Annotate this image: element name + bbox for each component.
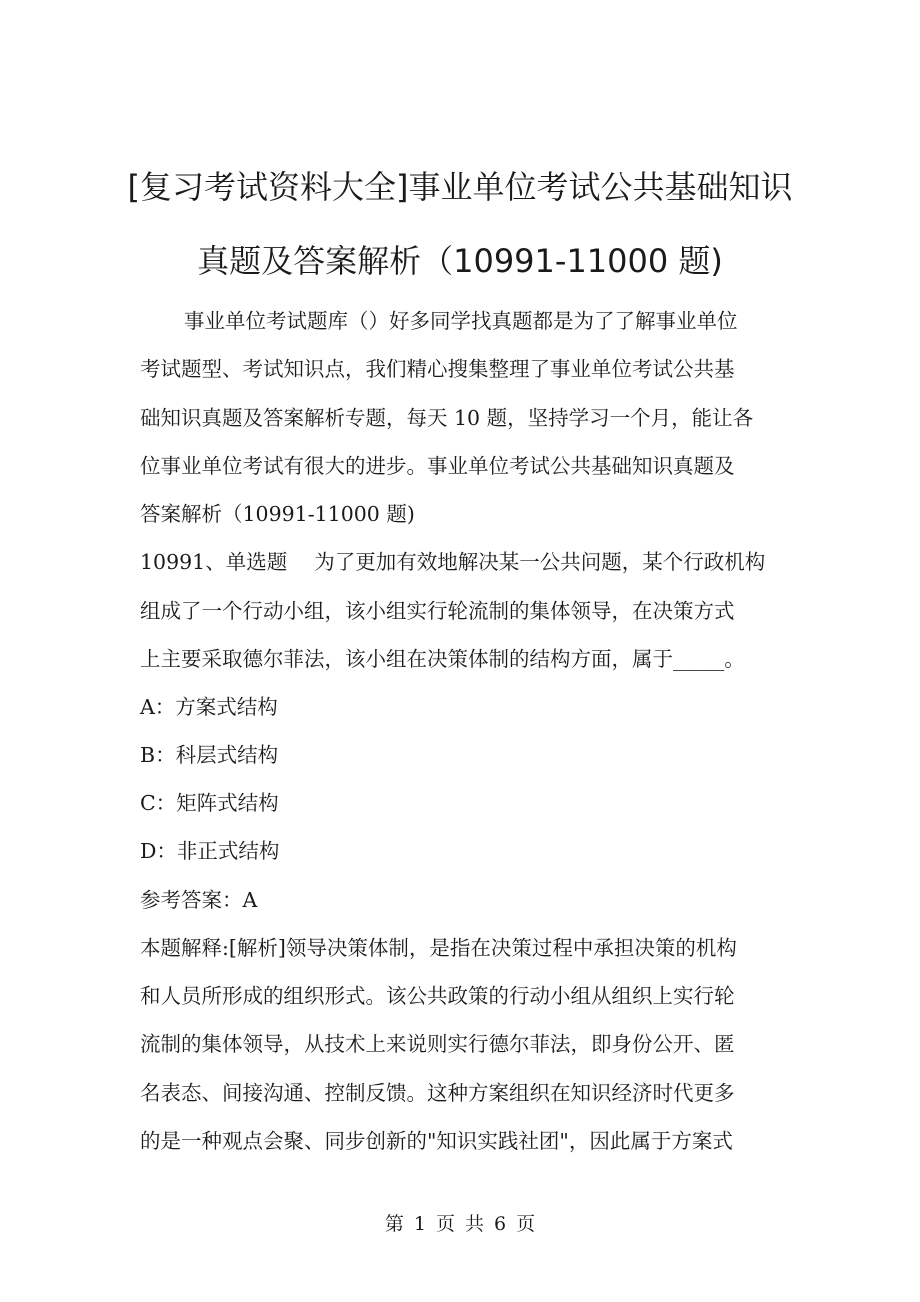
document-title-line-1: [复习考试资料大全]事业单位考试公共基础知识 (127, 168, 793, 206)
intro-line: 础知识真题及答案解析专题，每天 10 题，坚持学习一个月，能让各 (140, 406, 754, 430)
footer-total-prefix: 共 (465, 1213, 485, 1235)
footer-page-number: 1 (413, 1213, 426, 1235)
explanation-line: 本题解释:[解析]领导决策体制，是指在决策过程中承担决策的机构 (140, 936, 737, 960)
explanation-line: 的是一种观点会聚、同步创新的"知识实践社团"，因此属于方案式 (140, 1129, 733, 1153)
intro-line: 答案解析（10991-11000 题) (140, 502, 415, 526)
page-footer (0, 1209, 920, 1236)
option-b: B：科层式结构 (140, 743, 279, 767)
explanation-line: 和人员所形成的组织形式。该公共政策的行动小组从组织上实行轮 (140, 984, 735, 1008)
question-line: 组成了一个行动小组，该小组实行轮流制的集体领导，在决策方式 (140, 599, 735, 623)
reference-answer: 参考答案：A (140, 888, 258, 912)
intro-line: 位事业单位考试有很大的进步。事业单位考试公共基础知识真题及 (140, 454, 735, 478)
intro-line: 事业单位考试题库（）好多同学找真题都是为了了解事业单位 (184, 309, 738, 333)
footer-prefix: 第 (384, 1213, 404, 1235)
footer-suffix: 页 (516, 1213, 536, 1235)
document-title-line-2: 真题及答案解析（10991-11000 题) (197, 242, 723, 280)
option-c: C：矩阵式结构 (140, 791, 279, 815)
question-line: 上主要采取德尔菲法，该小组在决策体制的结构方面，属于_____。 (140, 647, 745, 671)
question-line: 10991、单选题 为了更加有效地解决某一公共问题，某个行政机构 (140, 550, 766, 574)
footer-middle: 页 (435, 1213, 455, 1235)
option-d: D：非正式结构 (140, 839, 280, 863)
option-a: A：方案式结构 (140, 695, 278, 719)
explanation-line: 名表态、间接沟通、控制反馈。这种方案组织在知识经济时代更多 (140, 1081, 735, 1105)
explanation-line: 流制的集体领导，从技术上来说则实行德尔菲法，即身份公开、匿 (140, 1032, 735, 1056)
footer-total-pages: 6 (494, 1213, 507, 1235)
intro-line: 考试题型、考试知识点，我们精心搜集整理了事业单位考试公共基 (140, 357, 735, 381)
